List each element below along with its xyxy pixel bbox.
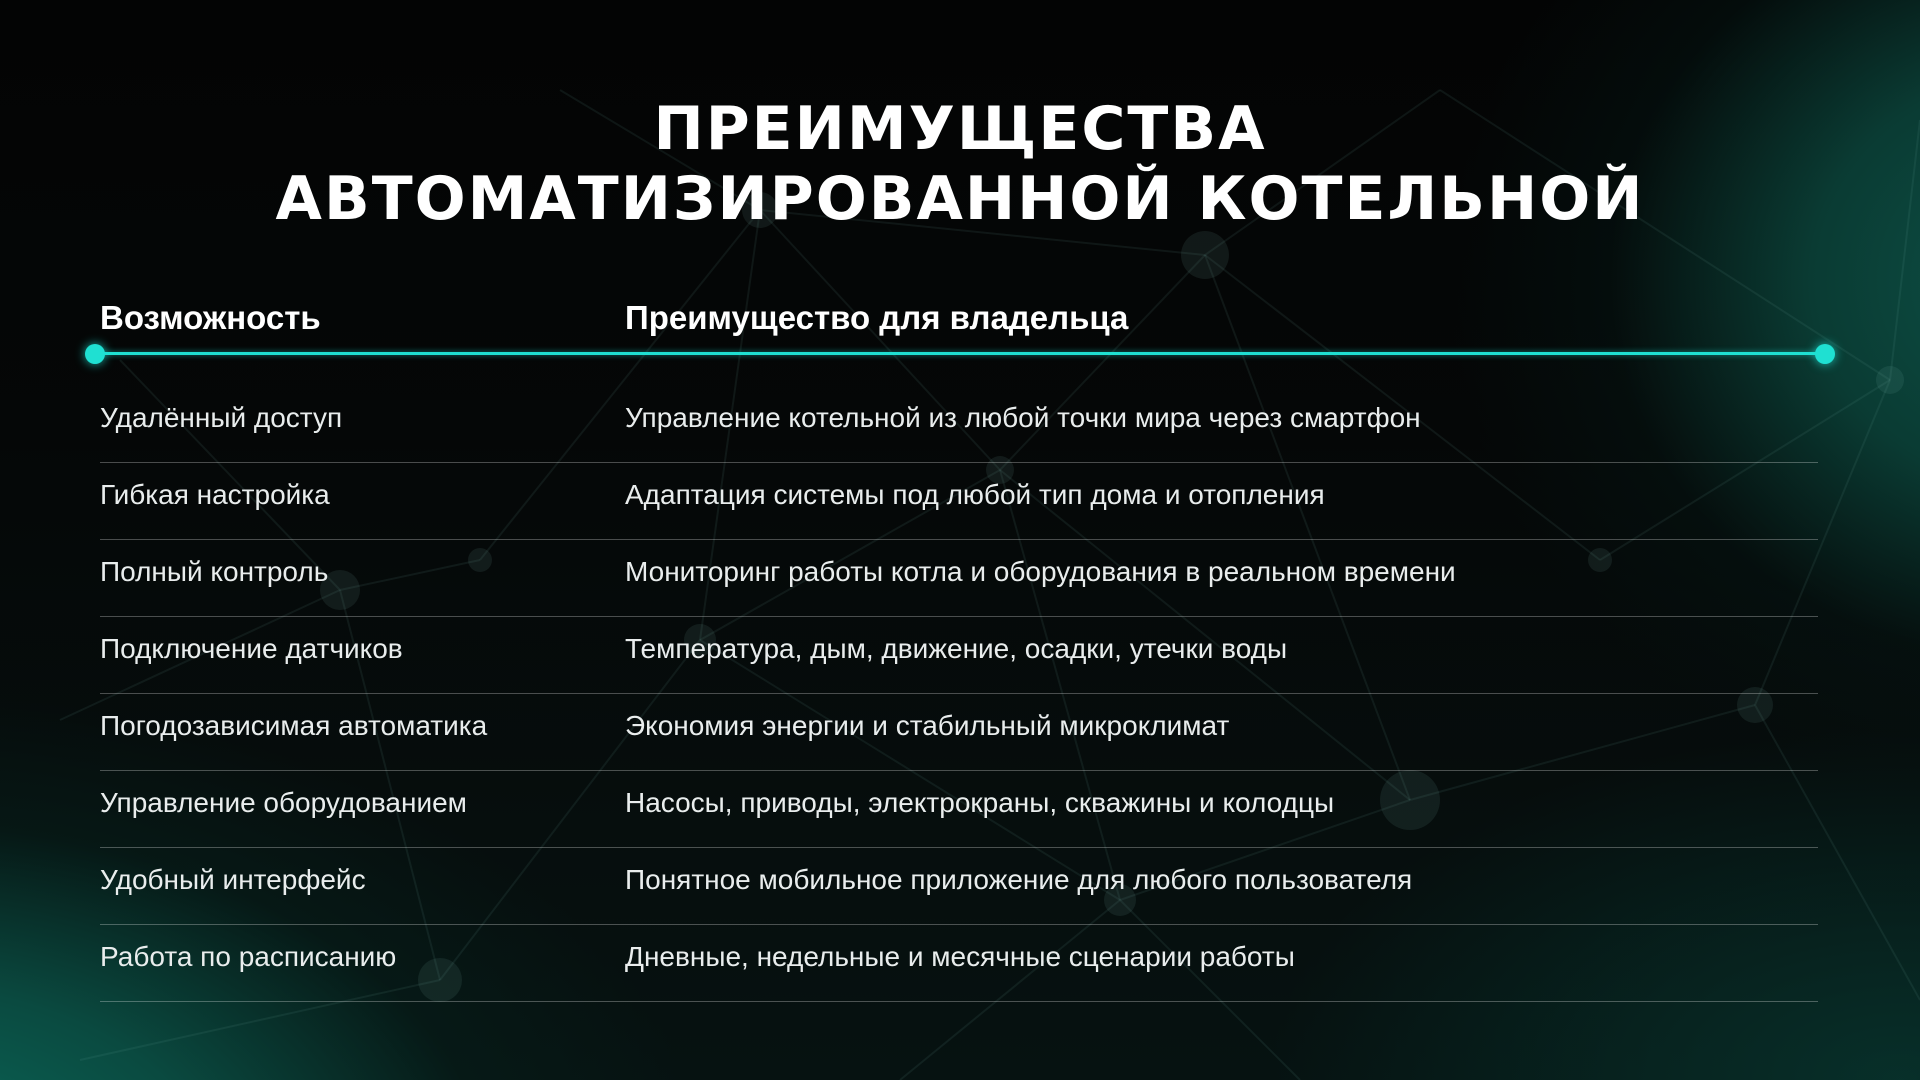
header-benefit: Преимущество для владельца bbox=[625, 299, 1129, 336]
table-row bbox=[100, 848, 1818, 925]
benefits-table-body bbox=[100, 386, 1818, 1002]
feature-cell: Подключение датчиков bbox=[100, 633, 403, 664]
page-title bbox=[0, 94, 1920, 234]
feature-cell: Работа по расписанию bbox=[100, 941, 397, 972]
benefit-cell: Управление котельной из любой точки мира через смартфон bbox=[625, 402, 1421, 433]
table-row bbox=[100, 771, 1818, 848]
divider-left-dot bbox=[85, 344, 105, 364]
table-row bbox=[100, 540, 1818, 617]
benefits-table-header bbox=[100, 290, 1818, 354]
table-row bbox=[100, 617, 1818, 694]
page-title-line-2: АВТОМАТИЗИРОВАННОЙ КОТЕЛЬНОЙ bbox=[275, 164, 1645, 234]
table-header-row bbox=[100, 290, 1818, 354]
benefit-cell: Понятное мобильное приложение для любого пользователя bbox=[625, 864, 1413, 895]
feature-cell: Удобный интерфейс bbox=[100, 864, 366, 895]
benefit-cell: Насосы, приводы, электрокраны, скважины и колодцы bbox=[625, 787, 1335, 818]
header-feature: Возможность bbox=[100, 299, 321, 336]
benefit-cell: Адаптация системы под любой тип дома и отопления bbox=[625, 479, 1325, 510]
feature-cell: Удалённый доступ bbox=[100, 402, 343, 433]
feature-cell: Полный контроль bbox=[100, 556, 329, 587]
table-row bbox=[100, 463, 1818, 540]
page-title-line-1: ПРЕИМУЩЕСТВА bbox=[653, 94, 1267, 164]
divider-right-dot bbox=[1815, 344, 1835, 364]
feature-cell: Гибкая настройка bbox=[100, 479, 330, 510]
feature-cell: Погодозависимая автоматика bbox=[100, 710, 488, 741]
benefit-cell: Дневные, недельные и месячные сценарии работы bbox=[625, 941, 1295, 972]
feature-cell: Управление оборудованием bbox=[100, 787, 467, 818]
benefit-cell: Мониторинг работы котла и оборудования в реальном времени bbox=[625, 556, 1456, 587]
table-row bbox=[100, 694, 1818, 771]
benefit-cell: Температура, дым, движение, осадки, утечки воды bbox=[625, 633, 1288, 664]
table-row bbox=[100, 386, 1818, 463]
header-divider-line bbox=[94, 352, 1826, 355]
table-row bbox=[100, 925, 1818, 1002]
benefit-cell: Экономия энергии и стабильный микроклимат bbox=[625, 710, 1230, 741]
